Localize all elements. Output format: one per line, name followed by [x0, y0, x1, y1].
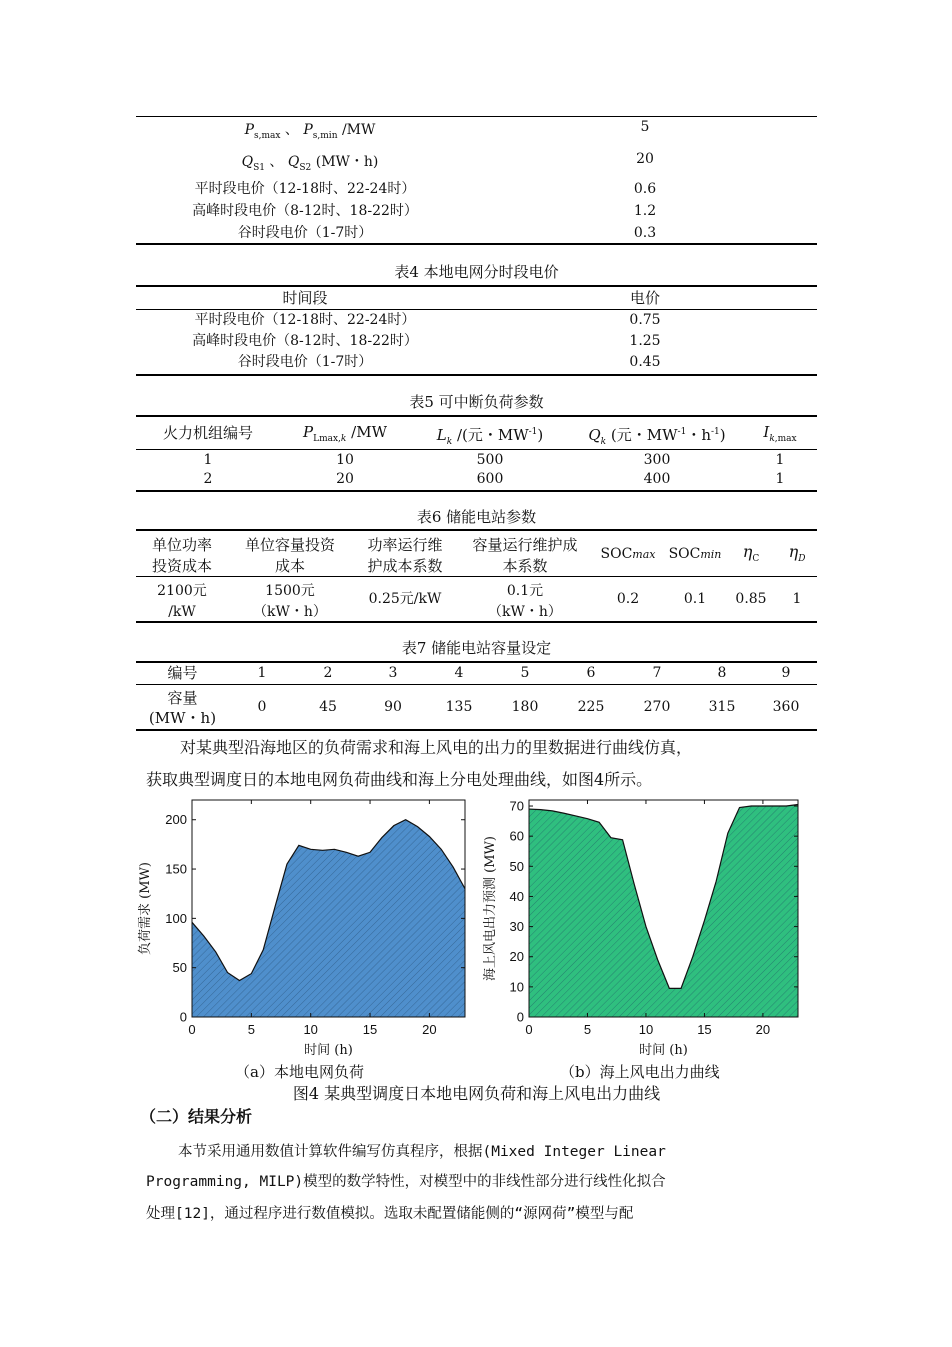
table6-h3: [355, 535, 455, 577]
chartb-ylabel: 海上风电出力预测 (MW): [483, 836, 498, 981]
table5-r2c4: 400: [643, 471, 671, 487]
chartb-ytick-label-10: 10: [509, 979, 524, 995]
table6-h2: [230, 535, 350, 577]
charta-xtick-label-20: 20: [422, 1022, 437, 1037]
table6-h8: $\eta_D$: [788, 542, 806, 565]
table6-h4-line2: 本系数: [502, 557, 548, 575]
table4-header-period: 时间段: [282, 289, 328, 307]
chartb-xtick-label-15: 15: [697, 1022, 712, 1037]
table6-v2: [230, 581, 350, 623]
table5-r1c5: 1: [775, 452, 785, 468]
table6-h1-line2: 投资成本: [151, 557, 212, 575]
table3-top-rule: [136, 116, 817, 117]
table6-h1: [137, 535, 227, 577]
table7-id-9: 9: [781, 665, 791, 681]
table6-v3: 0.25元/kW: [368, 591, 442, 607]
table7-id-6: 6: [586, 665, 596, 681]
table7-capacity-8: 315: [708, 699, 736, 715]
table4-row1-value: 0.75: [629, 312, 661, 328]
charta-ytick-label-100: 100: [165, 910, 187, 926]
charta-ytick-label-0: 0: [179, 1009, 187, 1025]
table3-row3-label: 平时段电价（12-18时、22-24时）: [194, 181, 416, 197]
table6-h2-line2: 成本: [274, 557, 305, 575]
para2-line1: 本节采用通用数值计算软件编写仿真程序，根据(Mixed Integer Linear: [178, 1144, 666, 1160]
table4-row2-label: 高峰时段电价（8-12时、18-22时）: [192, 333, 418, 349]
table6-h3-line1: 功率运行维: [367, 536, 443, 554]
table4-top-rule: [136, 285, 817, 287]
chartb-xtick-label-20: 20: [755, 1022, 771, 1037]
table7-capacity-3: 90: [384, 699, 402, 715]
table5-r2c3: 600: [476, 471, 504, 487]
table7-id-7: 7: [652, 665, 662, 681]
table7-bottom-rule: [136, 729, 817, 731]
charta-xlabel: 时间 (h): [304, 1043, 353, 1058]
table6-v6: 0.1: [683, 591, 707, 607]
table6-h4-line1: 容量运行维护成: [472, 536, 578, 554]
table7-id-4: 4: [454, 665, 464, 681]
table7-caption: 表7 储能电站容量设定: [401, 639, 552, 657]
charta-xtick-label-0: 0: [188, 1022, 196, 1037]
table3-row5-label: 谷时段电价（1-7时）: [237, 225, 373, 241]
table6-header-rule: [136, 576, 817, 577]
chartb-xtick-label-10: 10: [638, 1022, 654, 1037]
table6-v4-line2: （kW・h）: [488, 604, 562, 620]
table5-header-rule: [136, 449, 817, 450]
table7-capacity-1: 0: [257, 699, 267, 715]
charta-xtick-label-10: 10: [303, 1022, 318, 1037]
charta-ytick-label-200: 200: [165, 812, 187, 828]
fig-caption: 图4 某典型调度日本地电网负荷和海上风电出力曲线: [292, 1084, 661, 1103]
table6-top-rule: [136, 529, 817, 531]
table5-bottom-rule: [136, 490, 817, 492]
table5-header-lk: $L_k$ /(元・$MW^{-1}$): [436, 426, 544, 447]
table4-header-price: 电价: [629, 289, 660, 307]
charta-ytick-label-50: 50: [172, 960, 187, 976]
table5-r1c3: 500: [476, 452, 504, 468]
chartb-ytick-label-50: 50: [509, 858, 524, 874]
para2-line3: 处理[12]，通过程序进行数值模拟。选取未配置储能侧的“源网荷”模型与配: [146, 1206, 634, 1222]
table7-row2-label-line1: 容量: [167, 689, 198, 707]
chartb-xtick-label-5: 5: [583, 1022, 592, 1037]
table7-id-3: 3: [388, 665, 398, 681]
table5-caption: 表5 可中断负荷参数: [409, 393, 544, 411]
table5-r1c4: 300: [643, 452, 671, 468]
charta-xtick-label-15: 15: [362, 1022, 378, 1037]
table7-row2-label: [140, 688, 225, 728]
table5-header-plmax: $P_{Lmax,k}$ /MW: [303, 423, 387, 444]
table7-id-5: 5: [520, 665, 530, 681]
table7-capacity-7: 270: [643, 699, 671, 715]
table6-v5: 0.2: [616, 591, 640, 607]
fig-caption-b: （b）海上风电出力曲线: [560, 1063, 720, 1081]
chartb-ytick-label-60: 60: [509, 828, 524, 844]
table4-row3-label: 谷时段电价（1-7时）: [237, 354, 373, 370]
chartb-ytick-label-20: 20: [509, 949, 524, 965]
table6-v1-line2: /kW: [168, 604, 196, 620]
chartb-ytick-label-0: 0: [516, 1009, 524, 1025]
table5-header-qk: $Q_k$ (元・$MW^{-1}$・$h^{-1}$): [588, 426, 726, 447]
para1-line2: 获取典型调度日的本地电网负荷曲线和海上分电处理曲线，如图4所示。: [146, 770, 653, 789]
charta-ylabel: 负荷需求 (MW): [138, 862, 153, 955]
table5-header-ikmax: $I_{k,max}$: [763, 423, 797, 444]
chartb-ytick-label-40: 40: [509, 888, 524, 904]
table7-top-rule: [136, 661, 817, 663]
table5-r1c2: 10: [336, 452, 354, 468]
table5-header-unit-id: 火力机组编号: [162, 424, 253, 442]
table5-r2c5: 1: [775, 471, 785, 487]
table6-h6: SOCmin: [668, 546, 722, 562]
table7-id-8: 8: [717, 665, 727, 681]
chartb-area: [529, 805, 798, 1017]
table7-row1-label: 编号: [167, 664, 198, 682]
table3-row2-label: $Q_{S1}$ 、 $Q_{S2}$ (MW・h): [241, 154, 379, 173]
charta-ytick-label-150: 150: [165, 861, 187, 877]
table4-header-rule: [136, 309, 817, 310]
table3-row5-value: 0.3: [633, 225, 657, 241]
table6-h2-line1: 单位容量投资: [244, 536, 335, 554]
para1-line1: 对某典型沿海地区的负荷需求和海上风电的出力的里数据进行曲线仿真，: [180, 738, 693, 757]
table7-capacity-9: 360: [772, 699, 800, 715]
table7-capacity-5: 180: [511, 699, 539, 715]
table3-row1-value: 5: [640, 119, 650, 135]
table3-row4-value: 1.2: [633, 203, 657, 219]
table6-caption: 表6 储能电站参数: [416, 508, 537, 526]
table3-row1-label: $P_{s,max}$ 、 $P_{s,min}$ /MW: [244, 122, 376, 141]
chartb-ytick-label-30: 30: [509, 919, 524, 935]
table6-v7: 0.85: [735, 591, 767, 607]
table7-capacity-6: 225: [577, 699, 605, 715]
table6-v1-line1: 2100元: [157, 583, 207, 599]
table7-row2-label-line2: (MW・h): [148, 709, 217, 727]
chartb-xlabel: 时间 (h): [639, 1043, 688, 1058]
table6-v1: [137, 581, 227, 623]
chartb-xtick-label-0: 0: [525, 1022, 533, 1037]
table6-h3-line2: 护成本系数: [367, 557, 443, 575]
table4-bottom-rule: [136, 374, 817, 376]
table3-bottom-rule: [136, 243, 817, 245]
table6-bottom-rule: [136, 621, 817, 623]
table7-id-2: 2: [323, 665, 333, 681]
fig-caption-a: （a）本地电网负荷: [235, 1063, 364, 1081]
table7-capacity-4: 135: [445, 699, 473, 715]
table5-r1c1: 1: [203, 452, 213, 468]
table6-h4: [460, 535, 590, 577]
para2-line2: Programming, MILP)模型的数学特性，对模型中的非线性部分进行线性化拟合: [146, 1174, 666, 1190]
table6-v2-line2: （kW・h）: [253, 604, 327, 620]
chart-load: [135, 795, 475, 1065]
table5-r2c1: 2: [203, 471, 213, 487]
table6-v8: 1: [792, 591, 802, 607]
table3-row4-label: 高峰时段电价（8-12时、18-22时）: [192, 203, 418, 219]
table3-row3-value: 0.6: [633, 181, 657, 197]
table5-r2c2: 20: [336, 471, 354, 487]
table6-v4: [460, 581, 590, 623]
table6-v2-line1: 1500元: [265, 583, 315, 599]
chartb-ytick-label-70: 70: [509, 798, 524, 814]
table7-header-rule: [136, 684, 817, 685]
table7-id-1: 1: [257, 665, 267, 681]
table6-h5: SOCmax: [600, 546, 656, 562]
table7-capacity-2: 45: [319, 699, 337, 715]
charta-xtick-label-5: 5: [247, 1022, 255, 1037]
table6-h1-line1: 单位功率: [151, 536, 212, 554]
table6-h7: $\eta_C$: [742, 542, 760, 565]
table4-row2-value: 1.25: [629, 333, 661, 349]
table4-row1-label: 平时段电价（12-18时、22-24时）: [194, 312, 416, 328]
table5-top-rule: [136, 415, 817, 417]
table4-caption: 表4 本地电网分时段电价: [394, 263, 559, 281]
table6-v4-line1: 0.1元: [506, 583, 544, 599]
section-heading: （二）结果分析: [140, 1107, 253, 1126]
table3-row2-value: 20: [636, 151, 654, 167]
table4-row3-value: 0.45: [629, 354, 661, 370]
chart-wind: [480, 795, 810, 1065]
